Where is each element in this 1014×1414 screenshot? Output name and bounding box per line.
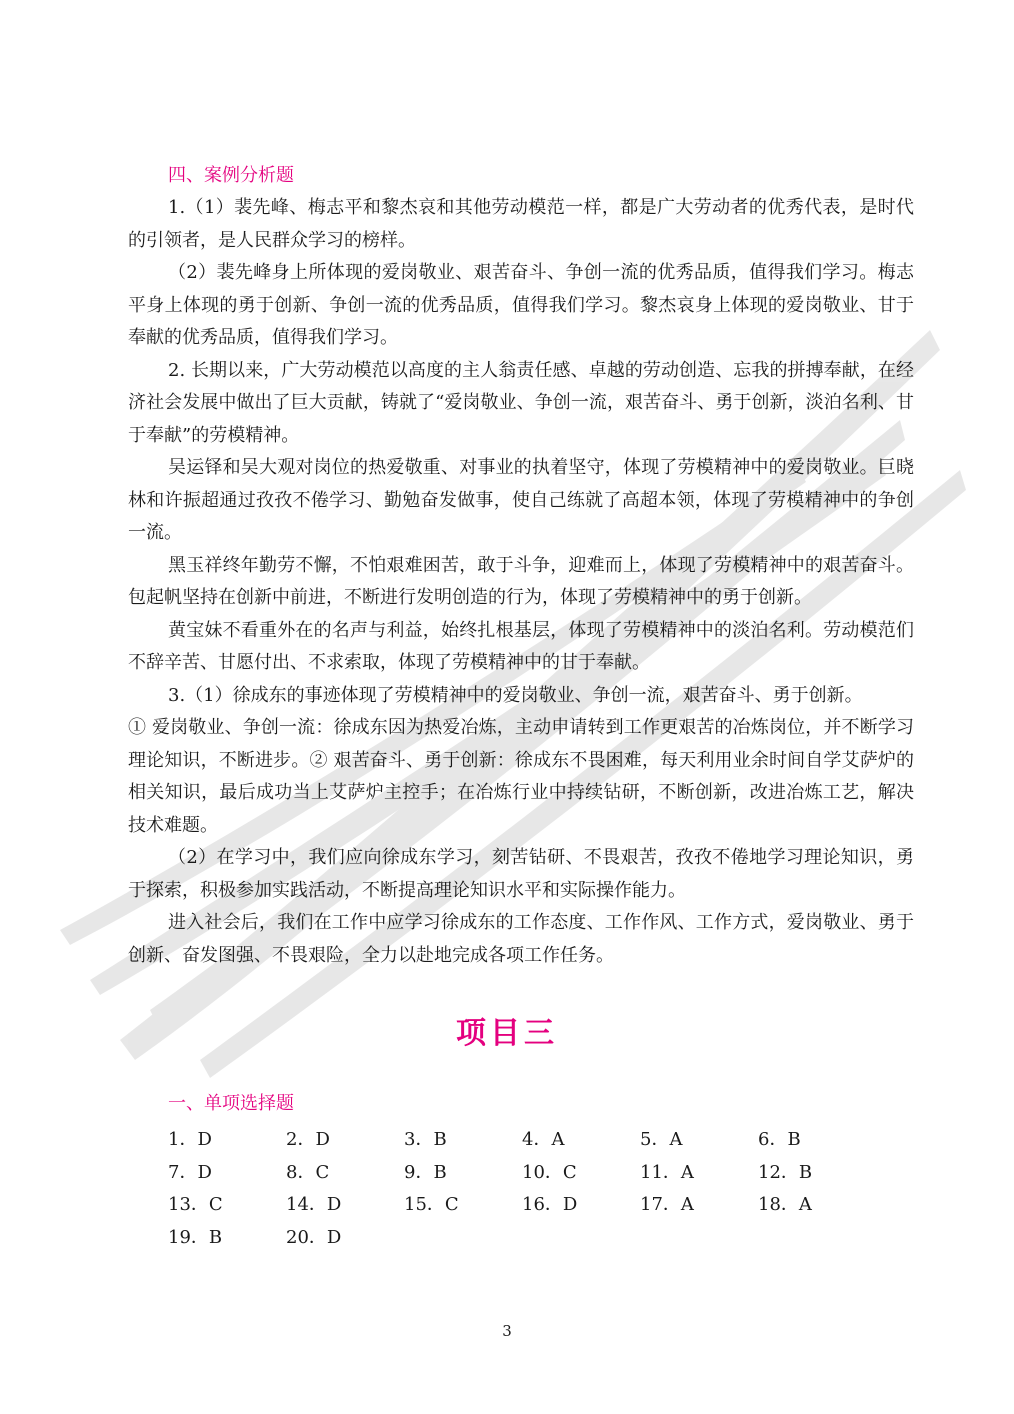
section-heading-case-analysis: 四、案例分析题 [168,165,294,186]
page-number: 3 [502,1322,512,1340]
paragraph: 进入社会后，我们在工作中应学习徐成东的工作态度、工作作风、工作方式，爱岗敬业、勇于创新、奋发图强、不畏艰险，全力以赴地完成各项工作任务。 [128,912,914,966]
answer-item: 16．D [522,1194,578,1215]
answer-item: 17．A [640,1194,694,1215]
answer-item: 6．B [758,1129,801,1150]
answer-item: 15．C [404,1194,459,1215]
paragraph: 吴运铎和吴大观对岗位的热爱敬重、对事业的执着坚守，体现了劳模精神中的爱岗敬业。巨晓林和许振超通过孜孜不倦学习、勤勉奋发做事，使自己练就了高超本领，体现了劳模精神中的争创一流。 [128,457,914,543]
answer-item: 7．D [168,1161,212,1183]
answer-item: 1．D [168,1129,212,1150]
paragraph: 3.（1）徐成东的事迹体现了劳模精神中的爱岗敬业、争创一流，艰苦奋斗、勇于创新。 [168,684,863,706]
answer-item: 4．A [522,1129,565,1150]
answer-item: 19．B [168,1226,223,1248]
paragraph: （2）在学习中，我们应向徐成东学习，刻苦钻研、不畏艰苦，孜孜不倦地学习理论知识，勇于探索，积极参加实践活动，不断提高理论知识水平和实际操作能力。 [128,847,914,901]
project-title: 项目三 [456,1016,558,1051]
paragraph: ① 爱岗敬业、争创一流：徐成东因为热爱冶炼，主动申请转到工作更艰苦的冶炼岗位，并不断学习理论知识，不断进步。② 艰苦奋斗、勇于创新：徐成东不畏困难，每天利用业余时间自学艾萨炉的相关知识，最后成功当上艾萨炉主控手；在冶炼行业中持续钻研，不断创新，改进冶炼工艺，解决技术难题。 [128,717,914,836]
answer-item: 9．B [404,1161,447,1183]
answer-item: 12．B [758,1161,813,1183]
answer-item: 8．C [286,1161,330,1183]
paragraph: 1.（1）裴先峰、梅志平和黎杰哀和其他劳动模范一样，都是广大劳动者的优秀代表，是时代的引领者，是人民群众学习的榜样。 [128,197,914,251]
answer-item: 20．D [286,1226,342,1248]
answer-item: 5．A [640,1129,683,1150]
single-choice-section [128,1088,914,1254]
answer-grid [168,1124,914,1254]
paragraph: 黑玉祥终年勤劳不懈，不怕艰难困苦，敢于斗争，迎难而上，体现了劳模精神中的艰苦奋斗。包起帆坚持在创新中前进，不断进行发明创造的行为，体现了劳模精神中的勇于创新。 [128,554,914,608]
paragraph: （2）裴先峰身上所体现的爱岗敬业、艰苦奋斗、争创一流的优秀品质，值得我们学习。梅志平身上体现的勇于创新、争创一流的优秀品质，值得我们学习。黎杰哀身上体现的爱岗敬业、甘于奉献的优秀品质，值得我们学习。 [128,262,914,348]
answer-item: 18．A [758,1194,812,1215]
case-analysis-section [128,160,914,972]
paragraph: 黄宝妹不看重外在的名声与利益，始终扎根基层，体现了劳模精神中的淡泊名利。劳动模范们不辞辛苦、甘愿付出、不求索取，体现了劳模精神中的甘于奉献。 [128,619,914,673]
answer-item: 11．A [640,1161,694,1183]
answer-item: 2．D [286,1129,330,1150]
paragraph: 2. 长期以来，广大劳动模范以高度的主人翁责任感、卓越的劳动创造、忘我的拼搏奉献，在经济社会发展中做出了巨大贡献，铸就了“爱岗敬业、争创一流，艰苦奋斗、勇于创新，淡泊名利、甘于奉献”的劳模精神。 [128,359,914,446]
answer-item: 13．C [168,1194,223,1215]
answer-item: 14．D [286,1194,342,1215]
section-heading-single-choice: 一、单项选择题 [168,1093,294,1114]
answer-item: 3．B [404,1129,447,1150]
answer-item: 10．C [522,1161,577,1183]
